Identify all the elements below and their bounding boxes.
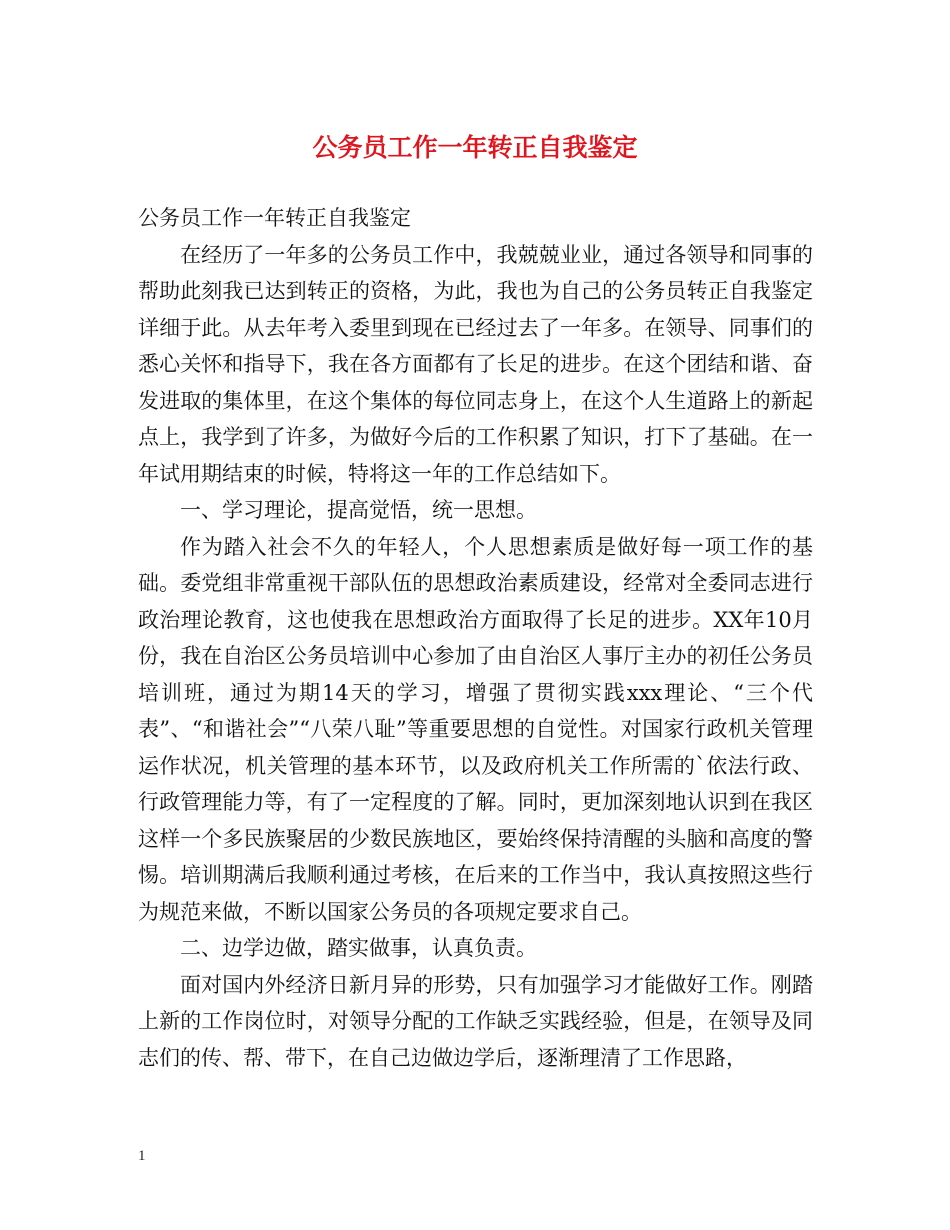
paragraph-section-1: 作为踏入社会不久的年轻人，个人思想素质是做好每一项工作的基础。委党组非常重视干部队伍的思想政治素质建设，经常对全委同志进行政治理论教育，这也使我在思想政治方面取得了长足的进步。XX年10月份，我在自治区公务员培训中心参加了由自治区人事厅主办的初任公务员培训班，通过为期14天的学习，增强了贯彻实践xxx理论、“三个代表”、“和谐社会”“八荣八耻”等重要思想的自觉性。对国家行政机关管理运作状况，机关管理的基本环节，以及政府机关工作所需的`依法行政、行政管理能力等，有了一定程度的了解。同时，更加深刻地认识到在我区这样一个多民族聚居的少数民族地区，要始终保持清醒的头脑和高度的警惕。培训期满后我顺利通过考核，在后来的工作当中，我认真按照这些行为规范来做，不断以国家公务员的各项规定要求自己。	[138, 534, 813, 924]
paragraph-intro: 在经历了一年多的公务员工作中，我兢兢业业，通过各领导和同事的帮助此刻我已达到转正的资格，为此，我也为自己的公务员转正自我鉴定详细于此。从去年考入委里到现在已经过去了一年多。在领导、同事们的悉心关怀和指导下，我在各方面都有了长足的进步。在这个团结和谐、奋发进取的集体里，在这个集体的每位同志身上，在这个人生道路上的新起点上，我学到了许多，为做好今后的工作积累了知识，打下了基础。在一年试用期结束的时候，特将这一年的工作总结如下。	[138, 242, 813, 486]
document-body	[138, 200, 813, 1076]
paragraph-section-2: 面对国内外经济日新月异的形势，只有加强学习才能做好工作。刚踏上新的工作岗位时，对领导分配的工作缺乏实践经验，但是，在领导及同志们的传、帮、带下，在自己边做边学后，逐渐理清了工作思路，	[138, 972, 813, 1070]
paragraph-subtitle: 公务员工作一年转正自我鉴定	[138, 206, 411, 230]
page-number: 1	[138, 1148, 146, 1164]
section-heading-1: 一、学习理论，提高觉悟，统一思想。	[180, 498, 537, 522]
document-title: 公务员工作一年转正自我鉴定	[312, 133, 638, 162]
section-heading-2: 二、边学边做，踏实做事，认真负责。	[180, 936, 537, 960]
